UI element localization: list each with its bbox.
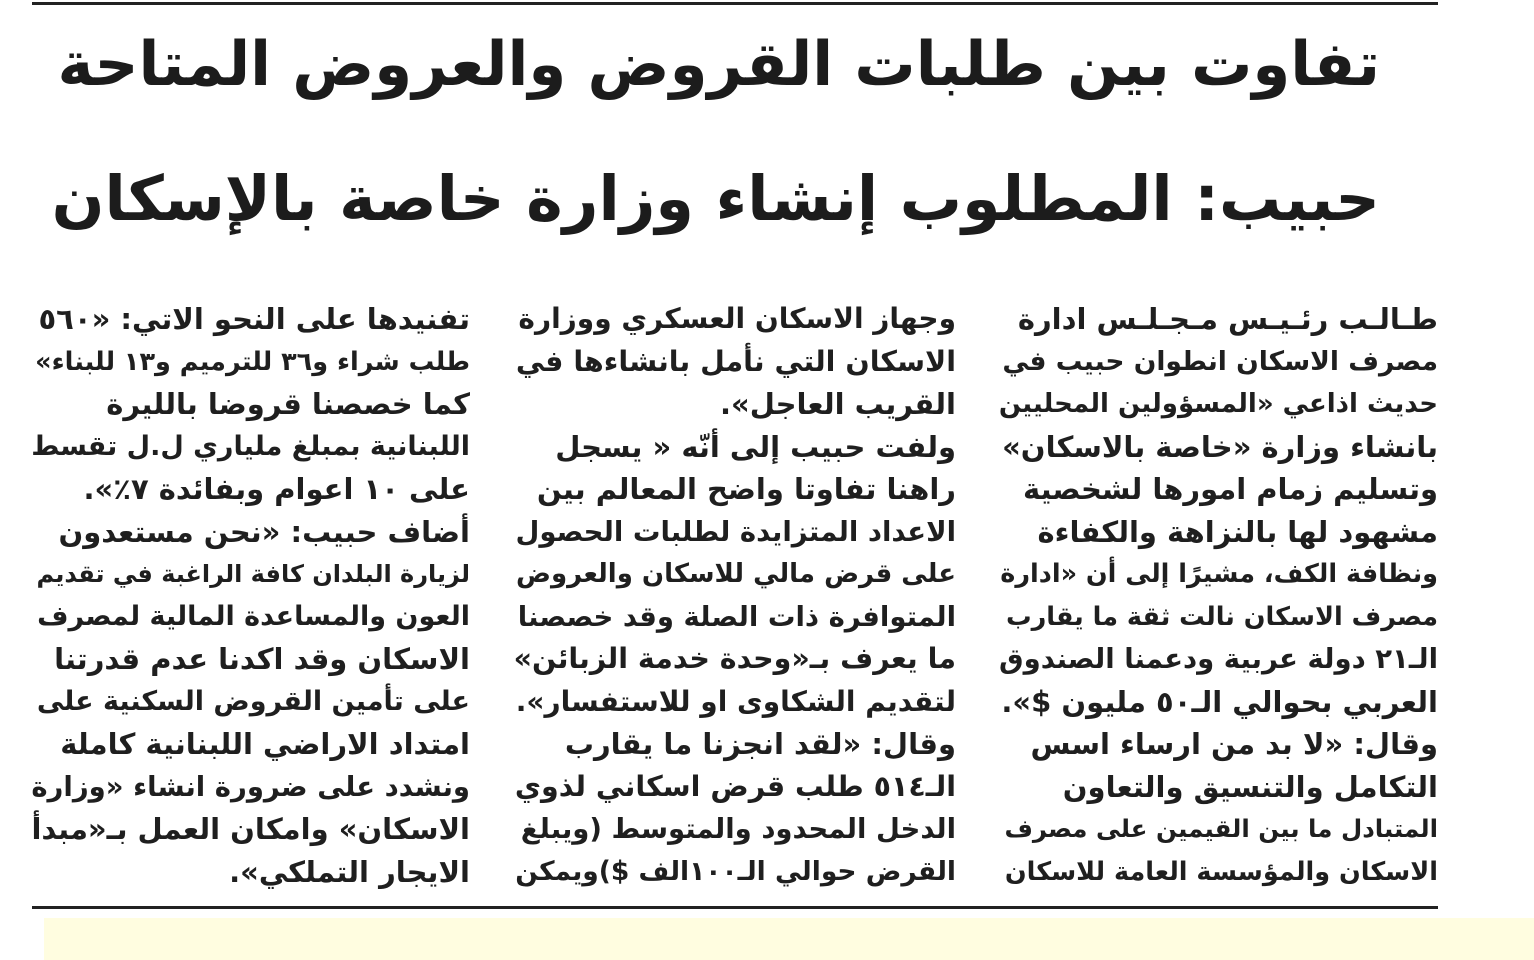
column-line: تفنيدها على النحو الاتي: «٥٦٠ [38, 302, 470, 336]
column-line: كما خصصنا قروضا بالليرة [106, 387, 470, 421]
article-column-middle [514, 298, 956, 893]
article-column-right [998, 298, 1438, 893]
column-line: الايجار التملكي». [229, 854, 470, 889]
column-line: راهنا تفاوتا واضح المعالم بين [536, 472, 956, 506]
column-line: ولفت حبيب إلى أنّه « يسجل [555, 429, 956, 464]
column-line: اللبنانية بمبلغ ملياري ل.ل تقسط [31, 430, 470, 462]
column-line: حديث اذاعي «المسؤولين المحليين [998, 389, 1438, 419]
headline-line-2: حبيب: المطلوب إنشاء وزارة خاصة بالإسكان [51, 162, 1380, 235]
column-line: الـ٢١ دولة عربية ودعمنا الصندوق [999, 643, 1438, 675]
column-line: أضاف حبيب: «نحن مستعدون [58, 514, 470, 549]
column-line: الدخل المحدود والمتوسط (ويبلغ [520, 813, 956, 845]
column-line: العون والمساعدة المالية لمصرف [37, 600, 470, 632]
column-line: مصرف الاسكان نالت ثقة ما يقارب [1005, 601, 1438, 632]
column-line: لزيارة البلدان كافة الراغبة في تقديم [36, 560, 470, 588]
column-line: وقال: «لا بد من ارساء اسس [1030, 727, 1438, 761]
column-line: الاسكان وقد اكدنا عدم قدرتنا [54, 642, 470, 676]
column-line: على ١٠ اعوام وبفائدة ٧٪». [83, 472, 470, 506]
bottom-divider [32, 906, 1438, 909]
column-line: الاسكان» وامكان العمل بـ«مبدأ [31, 812, 470, 846]
column-line: مشهود لها بالنزاهة والكفاءة [1037, 514, 1438, 549]
column-line: ما يعرف بـ«وحدة خدمة الزبائن» [514, 642, 956, 675]
top-divider [32, 2, 1438, 5]
column-line: العربي بحوالي الـ٥٠ مليون $». [1001, 684, 1438, 719]
column-line: طـالـب رئـيـس مـجـلـس ادارة [1017, 302, 1438, 336]
headline-line-1: تفاوت بين طلبات القروض والعروض المتاحة [57, 29, 1380, 100]
column-line: الاسكان التي نأمل بانشاءها في [515, 344, 956, 378]
column-line: الاعداد المتزايدة لطلبات الحصول [515, 515, 956, 548]
column-line: المتبادل ما بين القيمين على مصرف [1004, 814, 1438, 843]
column-line: على تأمين القروض السكنية على [36, 685, 470, 717]
column-line: وتسليم زمام امورها لشخصية [1023, 472, 1438, 506]
column-line: وجهاز الاسكان العسكري ووزارة [518, 302, 956, 335]
column-line: ونظافة الكف، مشيرًا إلى أن «ادارة [1000, 559, 1438, 589]
bottom-highlight-band [44, 918, 1534, 960]
column-line: على قرض مالي للاسكان والعروض [516, 559, 956, 589]
column-line: مصرف الاسكان انطوان حبيب في [1002, 345, 1438, 377]
column-line: ونشدد على ضرورة انشاء «وزارة [31, 770, 470, 803]
column-line: القريب العاجل». [719, 387, 956, 421]
column-line: القرض حوالي الـ١٠٠الف $)ويمكن [515, 855, 956, 887]
column-line: بانشاء وزارة «خاصة بالاسكان» [1002, 429, 1438, 464]
column-line: طلب شراء و٣٦ للترميم و١٣ للبناء» [35, 346, 470, 377]
column-line: لتقديم الشكاوى او للاستفسار». [515, 684, 956, 718]
column-line: المتوافرة ذات الصلة وقد خصصنا [517, 600, 956, 633]
article-column-left [30, 298, 470, 893]
column-line: امتداد الاراضي اللبنانية كاملة [60, 727, 470, 761]
column-line: التكامل والتنسيق والتعاون [1062, 769, 1438, 804]
column-line: الـ٥١٤ طلب قرض اسكاني لذوي [514, 769, 956, 803]
column-line: وقال: «لقد انجزنا ما يقارب [564, 727, 956, 761]
column-line: الاسكان والمؤسسة العامة للاسكان [1004, 856, 1438, 887]
